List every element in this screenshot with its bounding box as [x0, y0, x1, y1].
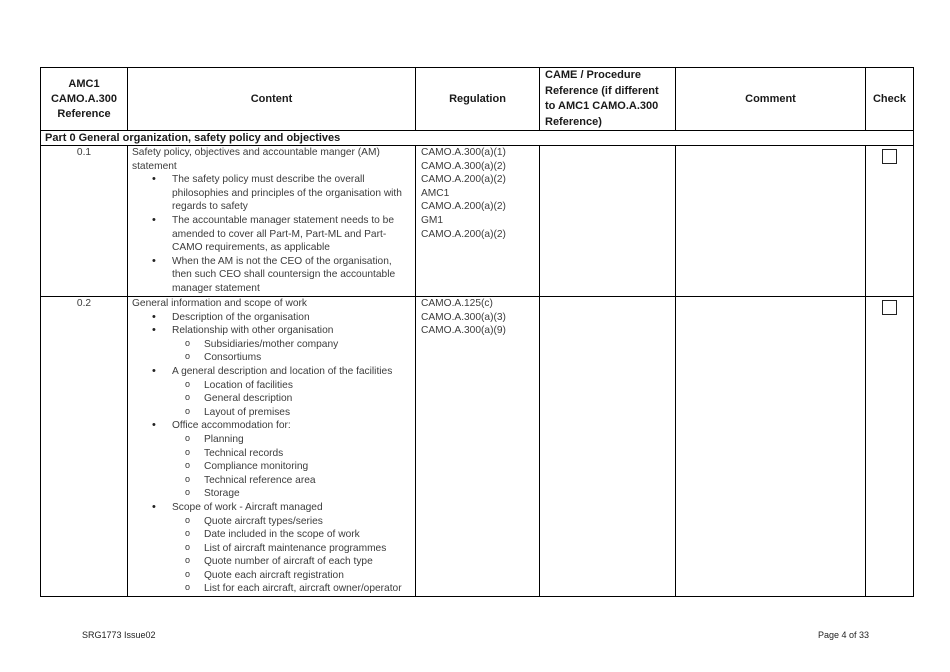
regulation-ref: CAMO.A.300(a)(1)	[421, 147, 506, 158]
sub-list-item: o General description	[132, 392, 411, 406]
section-row	[41, 131, 914, 146]
row-came-reference[interactable]	[540, 146, 676, 297]
list-item: • The accountable manager statement needs to be amended to cover all Part-M, Part-ML and Part-CAMO requirements, as applicable	[132, 214, 411, 255]
table-row	[41, 297, 914, 597]
regulation-ref: CAMO.A.200(a)(2)	[421, 201, 506, 213]
row-content	[128, 297, 416, 597]
list-item: • Description of the organisation	[132, 311, 411, 325]
header-came-reference: CAME / Procedure Reference (if different to AMC1 CAMO.A.300 Reference)	[540, 68, 676, 131]
sub-list-item: o Location of facilities	[132, 379, 411, 393]
sub-list-item: o List for each aircraft, aircraft owner/operator	[132, 582, 411, 596]
sub-list-item: o List of aircraft maintenance programmes	[132, 542, 411, 556]
row-check	[866, 297, 914, 597]
table-row	[41, 146, 914, 297]
header-content: Content	[128, 68, 416, 131]
regulation-ref: CAMO.A.200(a)(2)	[421, 174, 506, 186]
sub-list-item: o Quote number of aircraft of each type	[132, 555, 411, 569]
list-item: • When the AM is not the CEO of the organisation, then such CEO shall countersign the accountable manager statement	[132, 255, 411, 296]
row-reference: 0.2	[41, 297, 128, 597]
section-title: Part 0 General organization, safety policy and objectives	[41, 131, 914, 146]
row-came-reference[interactable]	[540, 297, 676, 597]
content-bullets	[132, 173, 411, 295]
list-item: • The safety policy must describe the overall philosophies and principles of the organisation with regards to safety	[132, 173, 411, 214]
regulation-ref: CAMO.A.125(c)	[421, 298, 493, 309]
list-item: • Office accommodation for:	[132, 419, 411, 433]
regulation-ref: CAMO.A.200(a)(2)	[421, 228, 506, 240]
checklist-table	[40, 67, 914, 597]
list-item: • Scope of work - Aircraft managed	[132, 501, 411, 515]
row-regulation	[416, 297, 540, 597]
sub-list-item: o Layout of premises	[132, 406, 411, 420]
regulation-ref: AMC1	[421, 187, 450, 199]
row-content	[128, 146, 416, 297]
regulation-ref: CAMO.A.300(a)(9)	[421, 325, 506, 337]
regulation-ref: CAMO.A.300(a)(3)	[421, 311, 506, 323]
header-check: Check	[866, 68, 914, 131]
list-item: • Relationship with other organisation	[132, 324, 411, 338]
regulation-ref: CAMO.A.300(a)(2)	[421, 160, 506, 172]
sub-list-item: o Technical records	[132, 447, 411, 461]
row-comment[interactable]	[676, 146, 866, 297]
content-intro: Safety policy, objectives and accountable manger (AM) statement	[132, 147, 380, 172]
sub-list-item: o Date included in the scope of work	[132, 528, 411, 542]
sub-list-item: o Quote each aircraft registration	[132, 569, 411, 583]
sub-list-item: o Consortiums	[132, 351, 411, 365]
regulation-ref: GM1	[421, 214, 444, 226]
header-regulation: Regulation	[416, 68, 540, 131]
header-reference: AMC1 CAMO.A.300 Reference	[41, 68, 128, 131]
row-reference: 0.1	[41, 146, 128, 297]
sub-list-item: o Planning	[132, 433, 411, 447]
content-intro: General information and scope of work	[132, 298, 307, 309]
sub-list-item: o Subsidiaries/mother company	[132, 338, 411, 352]
check-checkbox[interactable]	[882, 300, 897, 315]
sub-list-item: o Storage	[132, 487, 411, 501]
row-regulation	[416, 146, 540, 297]
sub-list-item: o Quote aircraft types/series	[132, 515, 411, 529]
header-comment: Comment	[676, 68, 866, 131]
content-bullets	[132, 311, 411, 596]
footer-document-id: SRG1773 Issue02	[82, 630, 156, 640]
row-check	[866, 146, 914, 297]
row-comment[interactable]	[676, 297, 866, 597]
header-row	[41, 68, 914, 131]
list-item: • A general description and location of the facilities	[132, 365, 411, 379]
sub-list-item: o Technical reference area	[132, 474, 411, 488]
check-checkbox[interactable]	[882, 149, 897, 164]
footer-page-number: Page 4 of 33	[818, 630, 870, 640]
sub-list-item: o Compliance monitoring	[132, 460, 411, 474]
